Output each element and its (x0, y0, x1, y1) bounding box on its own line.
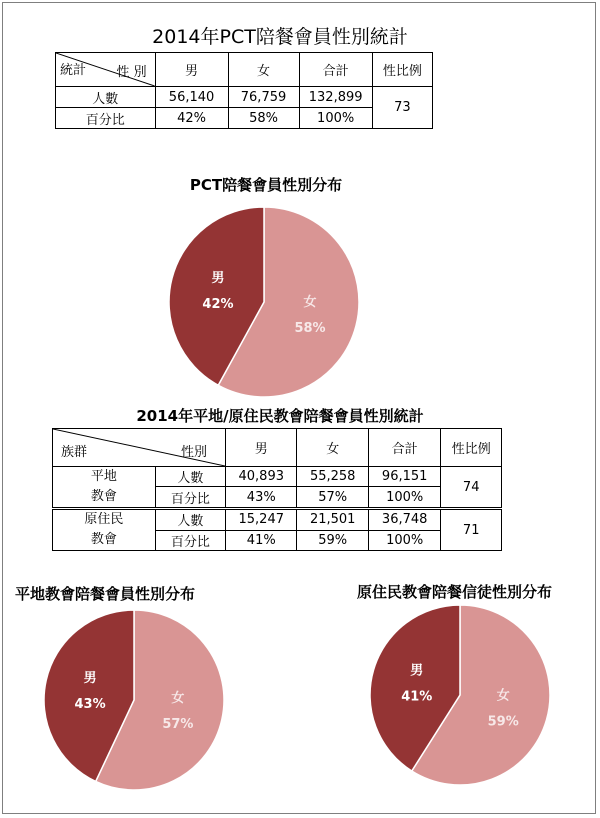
pie-title-indigenous: 原住民教會陪餐信徒性別分布 (357, 583, 553, 601)
cell-total: 96,151 (368, 467, 440, 487)
row-label: 人數 (155, 467, 225, 487)
cell-ratio: 73 (372, 87, 432, 129)
cell-total: 36,748 (368, 509, 440, 531)
pie-percent-label: 59% (487, 714, 519, 730)
pie-category-label: 男 (211, 271, 225, 287)
group-name-line2: 教會 (90, 489, 117, 504)
row-label: 人數 (155, 509, 225, 531)
pie-percent-label: 43% (74, 697, 106, 713)
header-female: 女 (297, 429, 368, 467)
church-table-title: 2014年平地/原住民教會陪餐會員性別統計 (136, 407, 424, 425)
cell-female: 55,258 (297, 467, 368, 487)
header-ratio: 性比例 (441, 429, 502, 467)
cell-female: 58% (228, 108, 299, 129)
pct-table-title: 2014年PCT陪餐會員性別統計 (152, 26, 408, 48)
header-female: 女 (228, 53, 299, 87)
cell-total: 100% (368, 487, 440, 509)
pie-category-label: 女 (171, 690, 185, 706)
pie-percent-label: 42% (202, 297, 234, 313)
cell-total: 100% (368, 530, 440, 551)
row-label: 百分比 (155, 530, 225, 551)
header-male: 男 (226, 429, 297, 467)
header-group-label: 族群 (61, 445, 88, 460)
pie-title-pct: PCT陪餐會員性別分布 (189, 176, 343, 194)
header-male: 男 (155, 53, 228, 87)
header-total: 合計 (299, 53, 372, 87)
pie-title-plain: 平地教會陪餐會員性別分布 (15, 585, 196, 603)
pie-percent-label: 58% (294, 320, 326, 336)
pie-category-label: 男 (83, 671, 97, 687)
cell-total: 100% (299, 108, 372, 129)
header-gender-label: 性別 (181, 445, 208, 460)
cell-female: 59% (297, 530, 368, 551)
cell-male: 42% (155, 108, 228, 129)
cell-ratio: 71 (441, 509, 502, 551)
group-name-line1: 平地 (90, 469, 117, 484)
cell-male: 15,247 (226, 509, 297, 531)
row-label: 百分比 (155, 487, 225, 509)
header-total: 合計 (368, 429, 440, 467)
header-gender-label: 性 別 (116, 65, 147, 80)
cell-male: 40,893 (226, 467, 297, 487)
header-ratio: 性比例 (372, 53, 432, 87)
pie-category-label: 女 (303, 294, 317, 310)
cell-total: 132,899 (299, 87, 372, 108)
row-label: 百分比 (56, 108, 156, 129)
row-label: 人數 (56, 87, 156, 108)
group-name-line2: 教會 (90, 532, 117, 547)
header-stat-label: 統計 (60, 63, 87, 78)
cell-ratio: 74 (441, 467, 502, 509)
cell-female: 21,501 (297, 509, 368, 531)
pie-percent-label: 41% (401, 689, 433, 705)
pie-percent-label: 57% (162, 716, 194, 732)
cell-male: 43% (226, 487, 297, 509)
pie-category-label: 男 (410, 663, 424, 679)
cell-female: 57% (297, 487, 368, 509)
cell-male: 41% (226, 530, 297, 551)
cell-female: 76,759 (228, 87, 299, 108)
group-name-line1: 原住民 (84, 512, 124, 527)
cell-male: 56,140 (155, 87, 228, 108)
pie-category-label: 女 (496, 688, 510, 704)
